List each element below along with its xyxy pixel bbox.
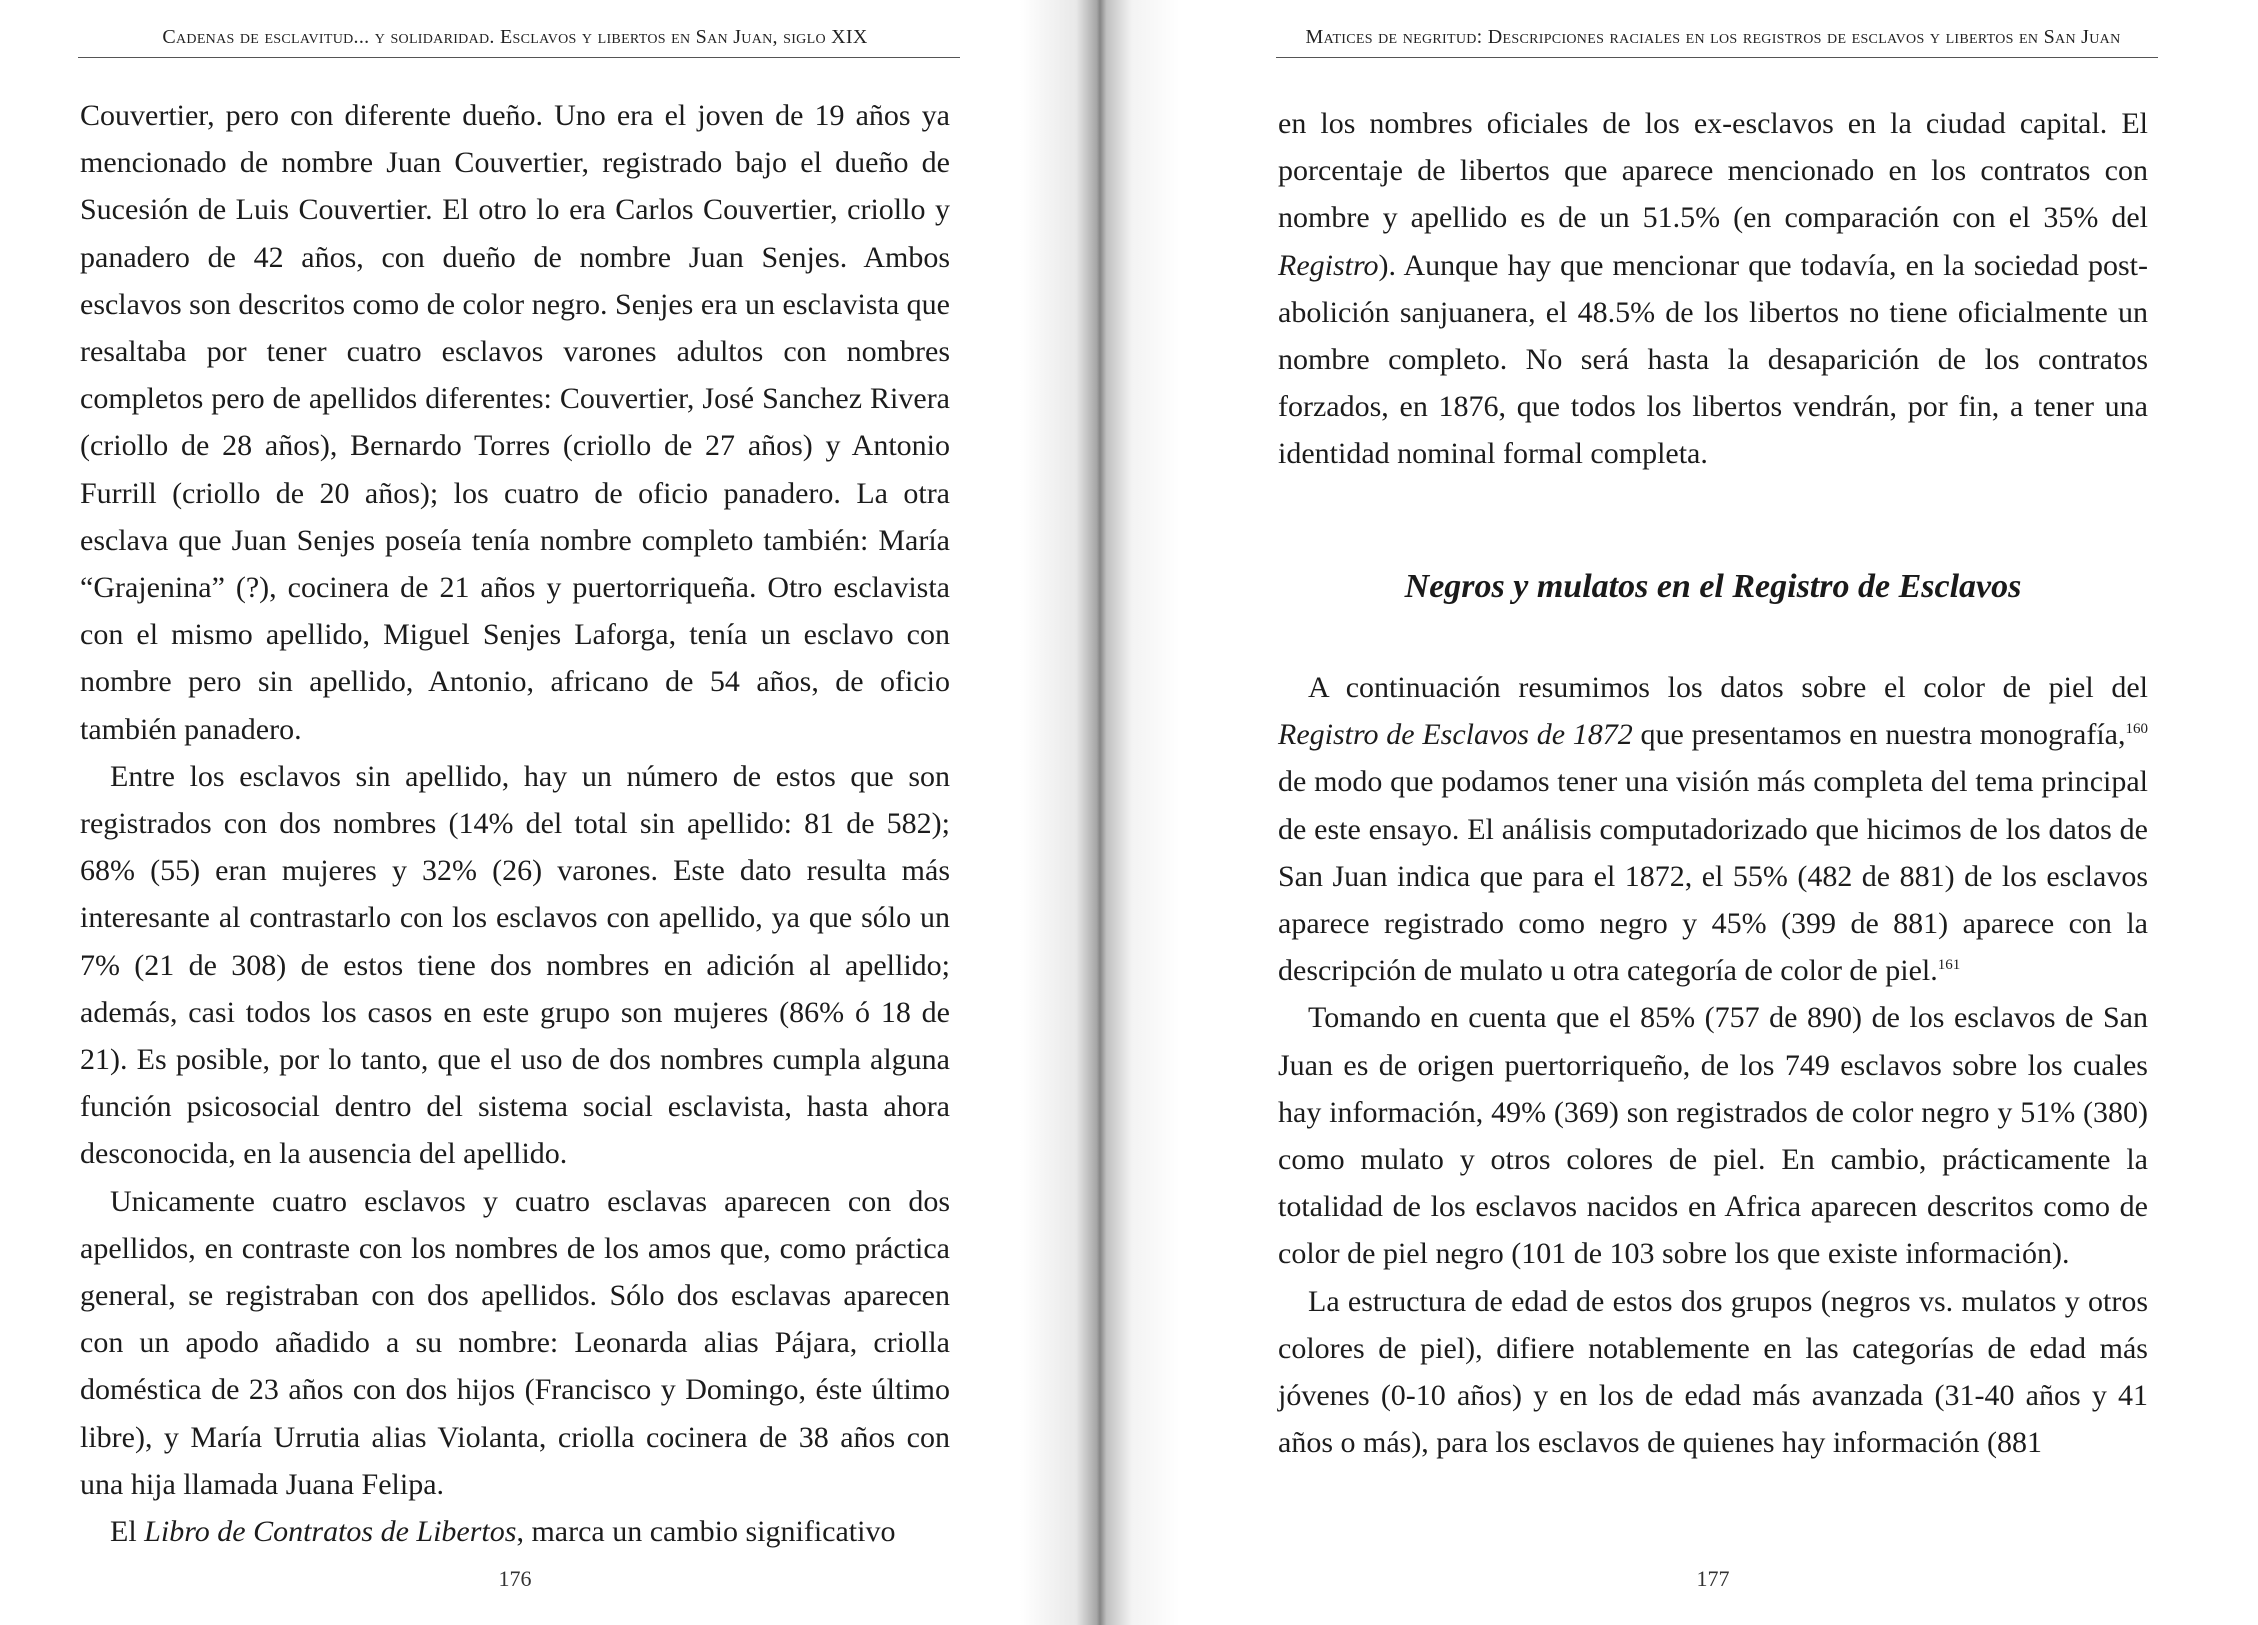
left-paragraph-3 (80, 1178, 950, 1508)
text-segment: de modo que podamos tener una visión más completa del tema principal de este ensayo. El análisis computadorizado que hicimos de los datos de San Juan indica que para el 1872, el 55% (482 de 881) de los esclavos aparece registrado como negro y 45% (399 de 881) aparece con la descripción de mulato u otra categoría de color de piel. (1278, 765, 2148, 988)
left-body-text (80, 92, 950, 1555)
footnote-ref-160[interactable]: 160 (2125, 721, 2149, 738)
italic-title: Registro (1278, 248, 1379, 282)
text-segment: El (110, 1515, 145, 1549)
right-body-text-top (1278, 100, 2148, 478)
right-running-head: Matices de negritud: Descripciones raciales en los registros de esclavos y libertos en San Juan (1305, 26, 2121, 48)
section-heading: Negros y mulatos en el Registro de Esclavos (1404, 568, 2022, 605)
left-page (70, 0, 960, 1625)
left-page-number: 176 (498, 1566, 532, 1591)
left-paragraph-4 (80, 1508, 950, 1555)
right-page-number: 177 (1696, 1566, 1730, 1591)
right-paragraph-4 (1278, 1278, 2148, 1467)
right-paragraph-3 (1278, 994, 2148, 1277)
text-segment: Couvertier, pero con diferente dueño. Uno era el joven de 19 años ya mencionado de nombre Juan Couvertier, registrado bajo el dueño de Sucesión de Luis Couvertier. El otro lo era Carlos Couvertier, criollo y panadero de 42 años, con dueño de nombre Juan Senjes. Ambos esclavos son descritos como de color negro. Senjes era un esclavista que resaltaba por tener cuatro esclavos varones adultos con nombres completos pero de apellidos diferentes: Couvertier, José Sanchez Rivera (criollo de 28 años), Bernardo Torres (criollo de 27 años) y Antonio Furrill (criollo de 20 años); los cuatro de oficio panadero. La otra esclava que Juan Senjes poseía tenía nombre completo también: María “Grajenina” (?), cocinera de 21 años y puertorriqueña. Otro esclavista con el mismo apellido, Miguel Senjes Laforga, tenía un esclavo con nombre pero sin apellido, Antonio, africano de 54 años, de oficio también panadero. (80, 99, 950, 746)
right-paragraph-1 (1278, 100, 2148, 478)
right-body-text-bottom (1278, 664, 2148, 1466)
right-head-rule (1276, 57, 2158, 58)
italic-title: Libro de Contratos de Libertos (144, 1515, 517, 1549)
right-paragraph-2 (1278, 664, 2148, 994)
left-running-head: Cadenas de esclavitud... y solidaridad. Esclavos y libertos en San Juan, siglo XIX (162, 26, 868, 48)
text-segment: que presentamos en nuestra monografía, (1632, 718, 2126, 752)
footnote-ref-161[interactable]: 161 (1937, 957, 1961, 974)
book-gutter-shadow (1020, 0, 1180, 1625)
text-segment: Tomando en cuenta que el 85% (757 de 890) de los esclavos de San Juan es de origen puertorriqueño, de los 749 esclavos sobre los cuales hay información, 49% (369) son registrados de color negro y 51% (380) como mulato y otros colores de piel. En cambio, prácticamente la totalidad de los esclavos nacidos en Africa aparecen descritos como de color de piel negro (101 de 103 sobre los que existe información). (1278, 1001, 2148, 1271)
text-segment: Entre los esclavos sin apellido, hay un número de estos que son registrados con dos nombres (14% del total sin apellido: 81 de 582); 68% (55) eran mujeres y 32% (26) varones. Este dato resulta más interesante al contrastarlo con los esclavos con apellido, ya que sólo un 7% (21 de 308) de estos tiene dos nombres en adición al apellido; además, casi todos los casos en este grupo son mujeres (86% ó 18 de 21). Es posible, por lo tanto, que el uso de dos nombres cumpla alguna función psicosocial dentro del sistema social esclavista, hasta ahora desconocida, en la ausencia del apellido. (80, 759, 950, 1171)
text-segment: en los nombres oficiales de los ex-esclavos en la ciudad capital. El porcentaje de libertos que aparece mencionado en los contratos con nombre y apellido es de un 51.5% (en comparación con el 35% del (1278, 107, 2148, 235)
italic-title: Registro de Esclavos de 1872 (1278, 718, 1633, 752)
left-paragraph-2 (80, 753, 950, 1178)
left-paragraph-1 (80, 92, 950, 753)
text-segment: La estructura de edad de estos dos grupos (negros vs. mulatos y otros colores de piel), difiere notablemente en las categorías de edad más jóvenes (0-10 años) y en los de edad más avanzada (31-40 años y 41 años o más), para los esclavos de quienes hay información (881 (1278, 1284, 2148, 1460)
text-segment: Unicamente cuatro esclavos y cuatro esclavas aparecen con dos apellidos, en contraste con los nombres de los amos que, como práctica general, se registraban con dos apellidos. Sólo dos esclavas aparecen con un apodo añadido a su nombre: Leonarda alias Pájara, criolla doméstica de 23 años con dos hijos (Francisco y Domingo, éste último libre), y María Urrutia alias Violanta, criolla cocinera de 38 años con una hija llamada Juana Felipa. (80, 1184, 950, 1501)
text-segment: A continuación resumimos los datos sobre el color de piel del (1308, 671, 2148, 704)
text-segment: ). Aunque hay que mencionar que todavía, en la sociedad post-abolición sanjuanera, el 48.5% de los libertos no tiene oficialmente un nombre completo. No será hasta la desaparición de los contratos forzados, en 1876, que todos los libertos vendrán, por fin, a tener una identidad nominal formal completa. (1278, 248, 2148, 471)
right-page (1268, 0, 2158, 1625)
left-head-rule (78, 57, 960, 58)
text-segment: , marca un cambio significativo (516, 1515, 896, 1549)
